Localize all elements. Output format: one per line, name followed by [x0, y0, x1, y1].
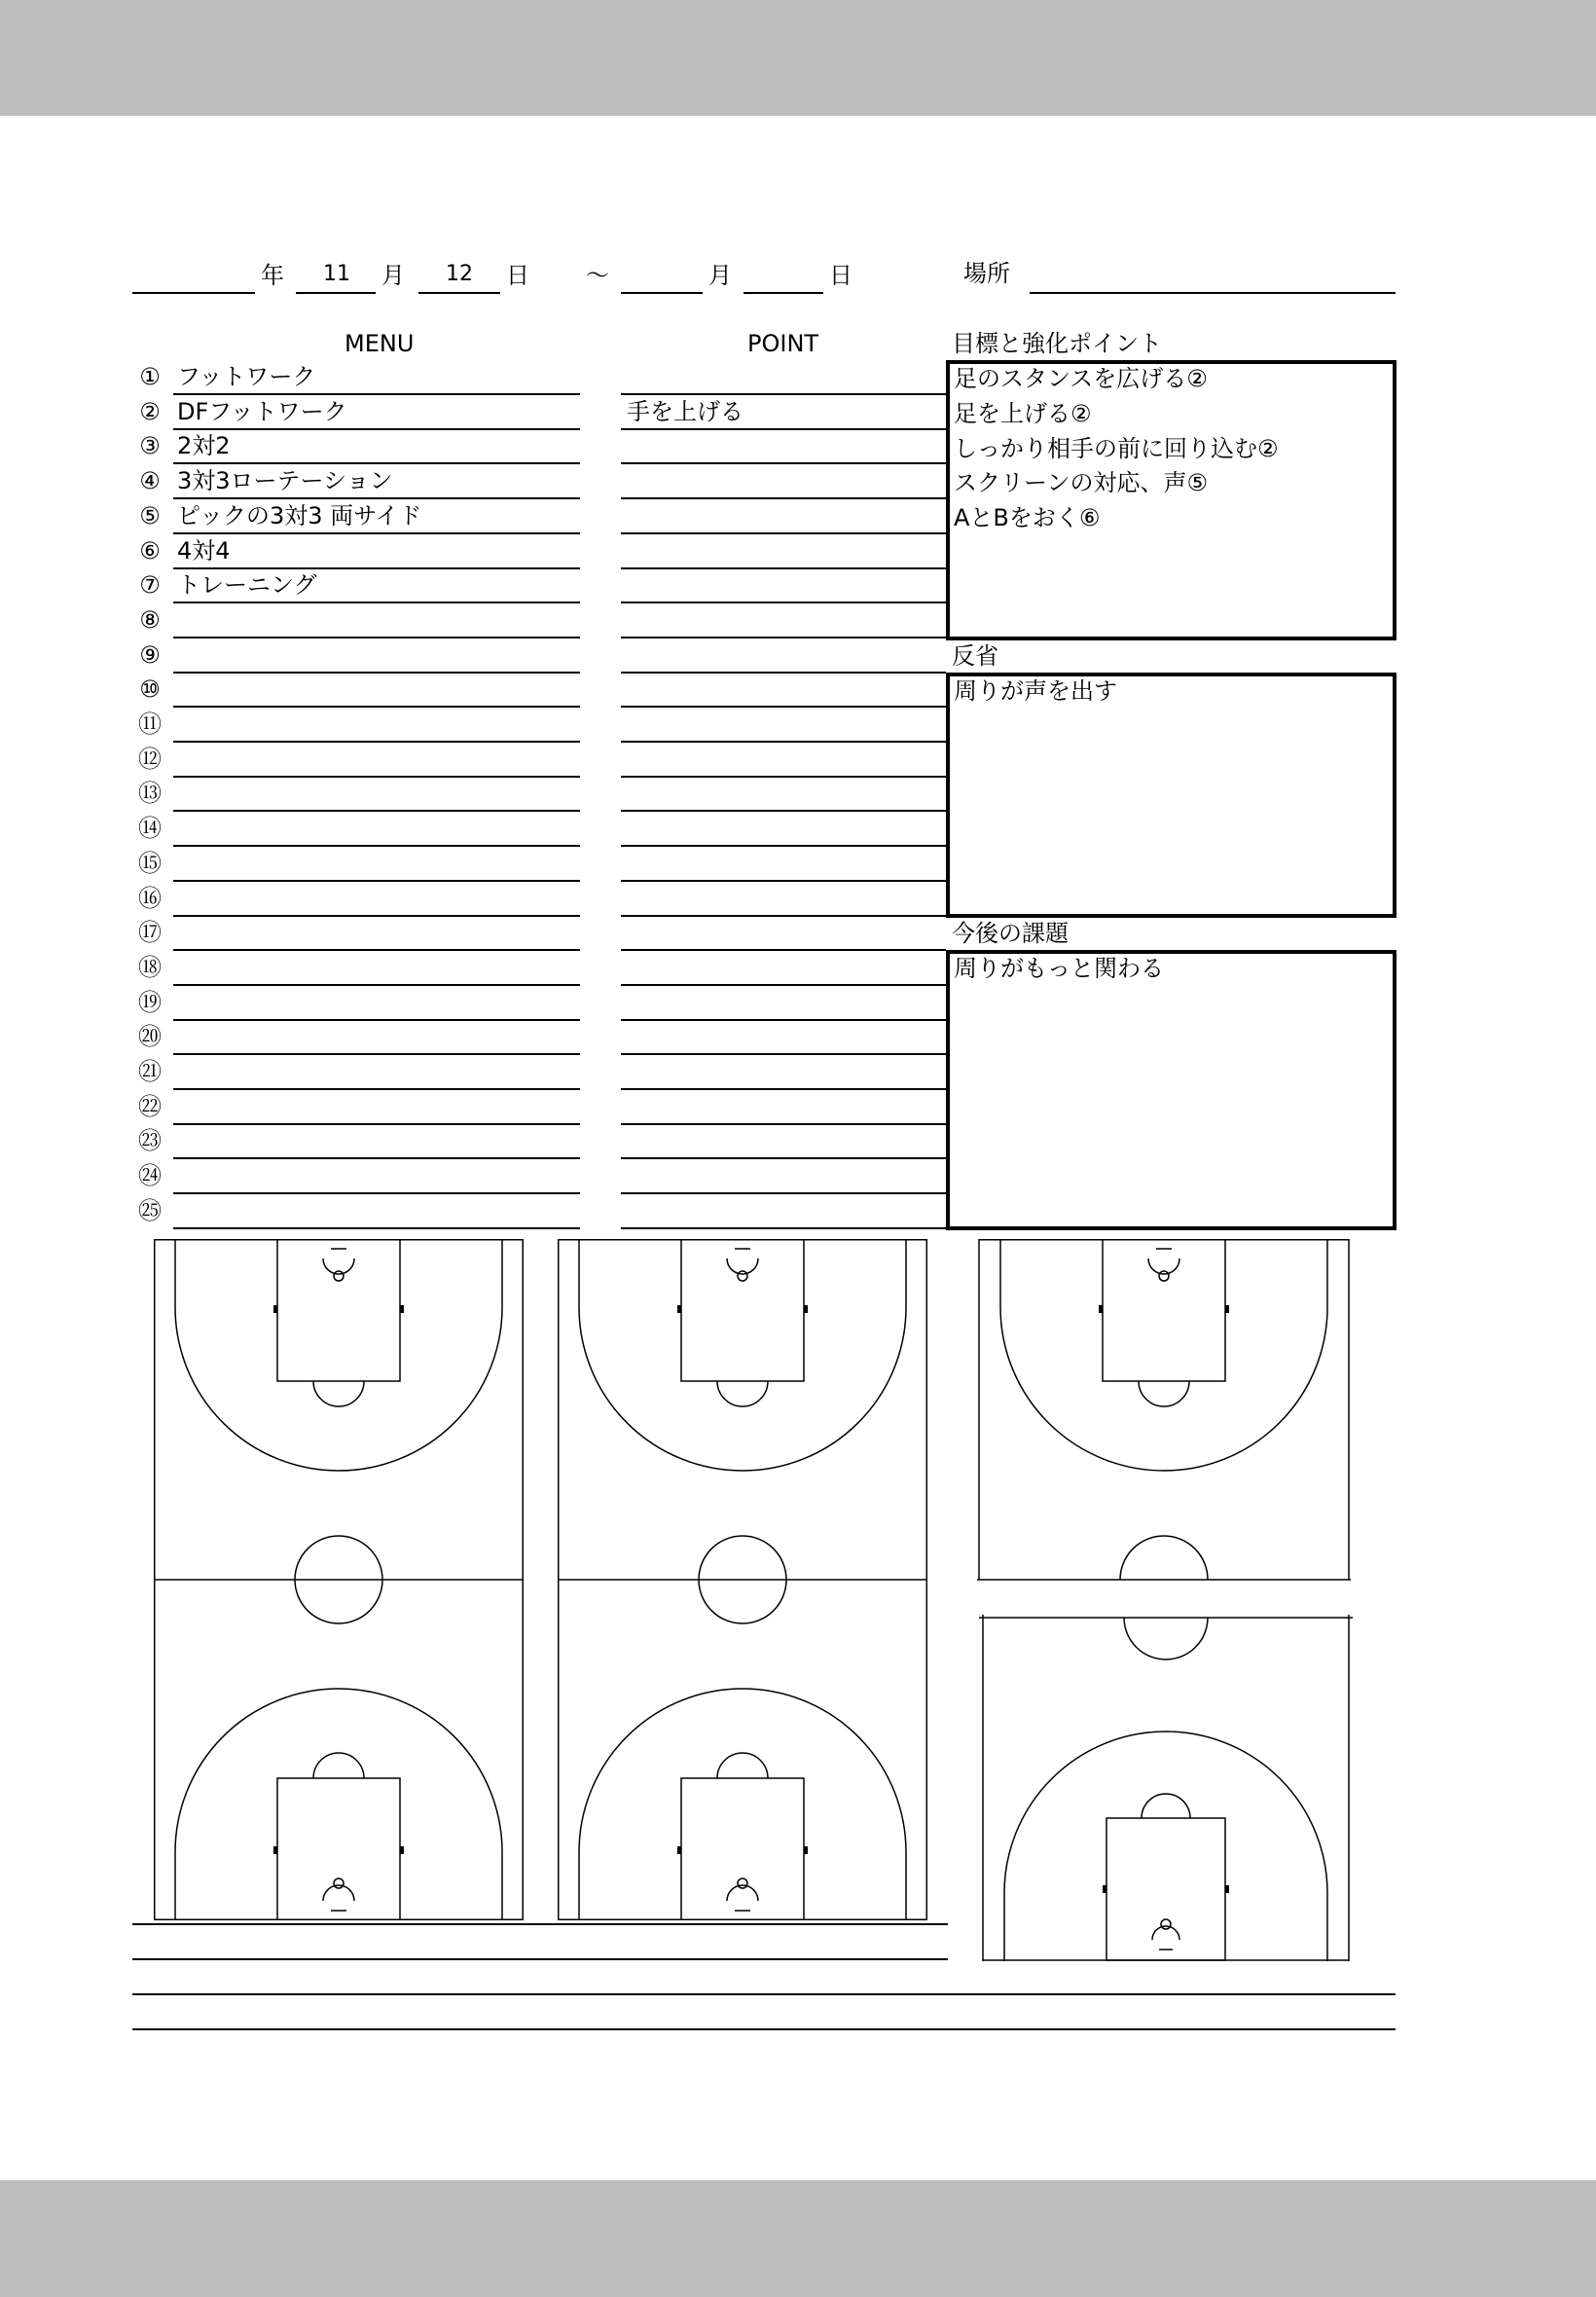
row-number: ㉑ [138, 1058, 162, 1085]
reflection-line: 周りが声を出す [954, 677, 1117, 705]
menu-item-underline [173, 567, 580, 569]
menu-column-header: MENU [345, 330, 415, 357]
reflection-title: 反省 [952, 642, 998, 670]
year-underline [132, 292, 255, 294]
point-item-underline [621, 984, 946, 986]
goals-line: 足を上げる② [954, 400, 1092, 427]
full-court-diagram-1[interactable] [154, 1239, 524, 1920]
point-item-underline [621, 462, 946, 464]
menu-item-underline [173, 1088, 580, 1090]
row-number: ⑪ [138, 711, 162, 738]
place-label: 場所 [963, 260, 1010, 287]
goals-box[interactable] [946, 360, 1396, 640]
month-value[interactable]: 11 [323, 262, 350, 286]
menu-item-underline [173, 845, 580, 847]
menu-item-underline [173, 1123, 580, 1125]
end-month-underline [621, 292, 703, 294]
reflection-box[interactable] [946, 673, 1396, 918]
day-value[interactable]: 12 [446, 262, 473, 286]
row-number: ⑩ [139, 675, 161, 704]
row-number: ⑭ [138, 815, 162, 843]
point-item-underline [621, 776, 946, 778]
point-item-underline [621, 1088, 946, 1090]
menu-item-text[interactable]: ピックの3対3 両サイド [177, 501, 422, 529]
row-number: ⑱ [138, 953, 162, 981]
row-number: ⑰ [138, 919, 162, 947]
goals-line: しっかり相手の前に回り込む② [954, 435, 1279, 462]
goals-title: 目標と強化ポイント [952, 330, 1162, 357]
row-number: ① [139, 363, 161, 390]
menu-item-underline [173, 1157, 580, 1159]
row-number: ⑳ [138, 1023, 162, 1051]
row-number: ⑤ [139, 501, 161, 529]
menu-item-underline [173, 915, 580, 917]
point-item-underline [621, 602, 946, 603]
menu-item-underline [173, 602, 580, 603]
menu-item-text[interactable]: 4対4 [177, 536, 231, 565]
point-item-underline [621, 637, 946, 638]
menu-item-underline [173, 1019, 580, 1021]
menu-item-underline [173, 1053, 580, 1055]
row-number: ⑯ [138, 884, 162, 912]
menu-item-text[interactable]: 3対3ローテーション [177, 467, 393, 495]
menu-item-text[interactable]: トレーニング [177, 571, 317, 600]
point-item-underline [621, 949, 946, 951]
menu-item-underline [173, 1227, 580, 1229]
day-underline [418, 292, 500, 294]
point-item-underline [621, 1157, 946, 1159]
row-number: ⑫ [138, 745, 162, 773]
menu-item-underline [173, 984, 580, 986]
menu-item-underline [173, 462, 580, 464]
row-number: ㉔ [138, 1162, 162, 1190]
note-line[interactable] [132, 1923, 948, 1925]
menu-item-underline [173, 810, 580, 812]
year-label: 年 [261, 262, 284, 289]
half-court-diagram-top[interactable] [977, 1239, 1351, 1582]
point-item-underline [621, 706, 946, 708]
end-day-underline [744, 292, 823, 294]
menu-item-underline [173, 497, 580, 499]
point-item-underline [621, 741, 946, 743]
full-court-diagram-2[interactable] [558, 1239, 927, 1920]
goals-line: AとBをおく⑥ [954, 504, 1101, 531]
row-number: ⑨ [139, 640, 161, 669]
menu-item-underline [173, 741, 580, 743]
practice-sheet [0, 116, 1596, 2180]
point-column-header: POINT [747, 330, 819, 357]
goals-line: スクリーンの対応、声⑤ [954, 469, 1209, 496]
point-item-underline [621, 1053, 946, 1055]
row-number: ⑧ [139, 605, 161, 634]
menu-item-underline [173, 672, 580, 674]
point-item-text[interactable]: 手を上げる [627, 397, 744, 425]
note-line[interactable] [132, 1958, 948, 1960]
menu-item-underline [173, 637, 580, 638]
point-item-underline [621, 532, 946, 534]
menu-item-underline [173, 393, 580, 395]
issues-title: 今後の課題 [952, 920, 1069, 947]
row-number: ⑲ [138, 988, 162, 1016]
row-number: ㉓ [138, 1127, 162, 1155]
point-item-underline [621, 1123, 946, 1125]
row-number: ⑦ [139, 571, 161, 600]
point-item-underline [621, 915, 946, 917]
issues-box[interactable] [946, 950, 1396, 1230]
end-day-label: 日 [829, 262, 852, 289]
row-number: ④ [139, 467, 161, 495]
menu-item-underline [173, 706, 580, 708]
menu-item-underline [173, 532, 580, 534]
point-item-underline [621, 672, 946, 674]
end-month-label: 月 [708, 262, 732, 289]
row-number: ② [139, 397, 161, 425]
menu-item-text[interactable]: 2対2 [177, 432, 231, 460]
point-item-underline [621, 1227, 946, 1229]
menu-item-underline [173, 1192, 580, 1194]
issues-line: 周りがもっと関わる [954, 955, 1164, 982]
row-number: ⑬ [138, 780, 162, 808]
menu-item-text[interactable]: フットワーク [177, 363, 316, 390]
point-item-underline [621, 497, 946, 499]
menu-item-underline [173, 428, 580, 430]
point-item-underline [621, 880, 946, 882]
menu-item-text[interactable]: DFフットワーク [177, 397, 347, 425]
goals-line: 足のスタンスを広げる② [954, 365, 1208, 392]
range-tilde: ～ [586, 262, 609, 289]
row-number: ⑮ [138, 849, 162, 877]
point-item-underline [621, 845, 946, 847]
point-item-underline [621, 428, 946, 430]
menu-item-underline [173, 776, 580, 778]
month-label: 月 [381, 262, 405, 289]
day-label: 日 [506, 262, 529, 289]
row-number: ㉒ [138, 1092, 162, 1120]
point-item-underline [621, 393, 946, 395]
point-item-underline [621, 1192, 946, 1194]
month-underline [296, 292, 376, 294]
point-item-underline [621, 567, 946, 569]
half-court-diagram-bottom[interactable] [979, 1615, 1353, 1961]
menu-item-underline [173, 880, 580, 882]
point-item-underline [621, 1019, 946, 1021]
row-number: ③ [139, 432, 161, 460]
note-line[interactable] [132, 1993, 1396, 1995]
row-number: ㉕ [138, 1196, 162, 1224]
note-line[interactable] [132, 2028, 1396, 2030]
point-item-underline [621, 810, 946, 812]
row-number: ⑥ [139, 536, 161, 565]
menu-item-underline [173, 949, 580, 951]
place-underline [1030, 292, 1396, 294]
